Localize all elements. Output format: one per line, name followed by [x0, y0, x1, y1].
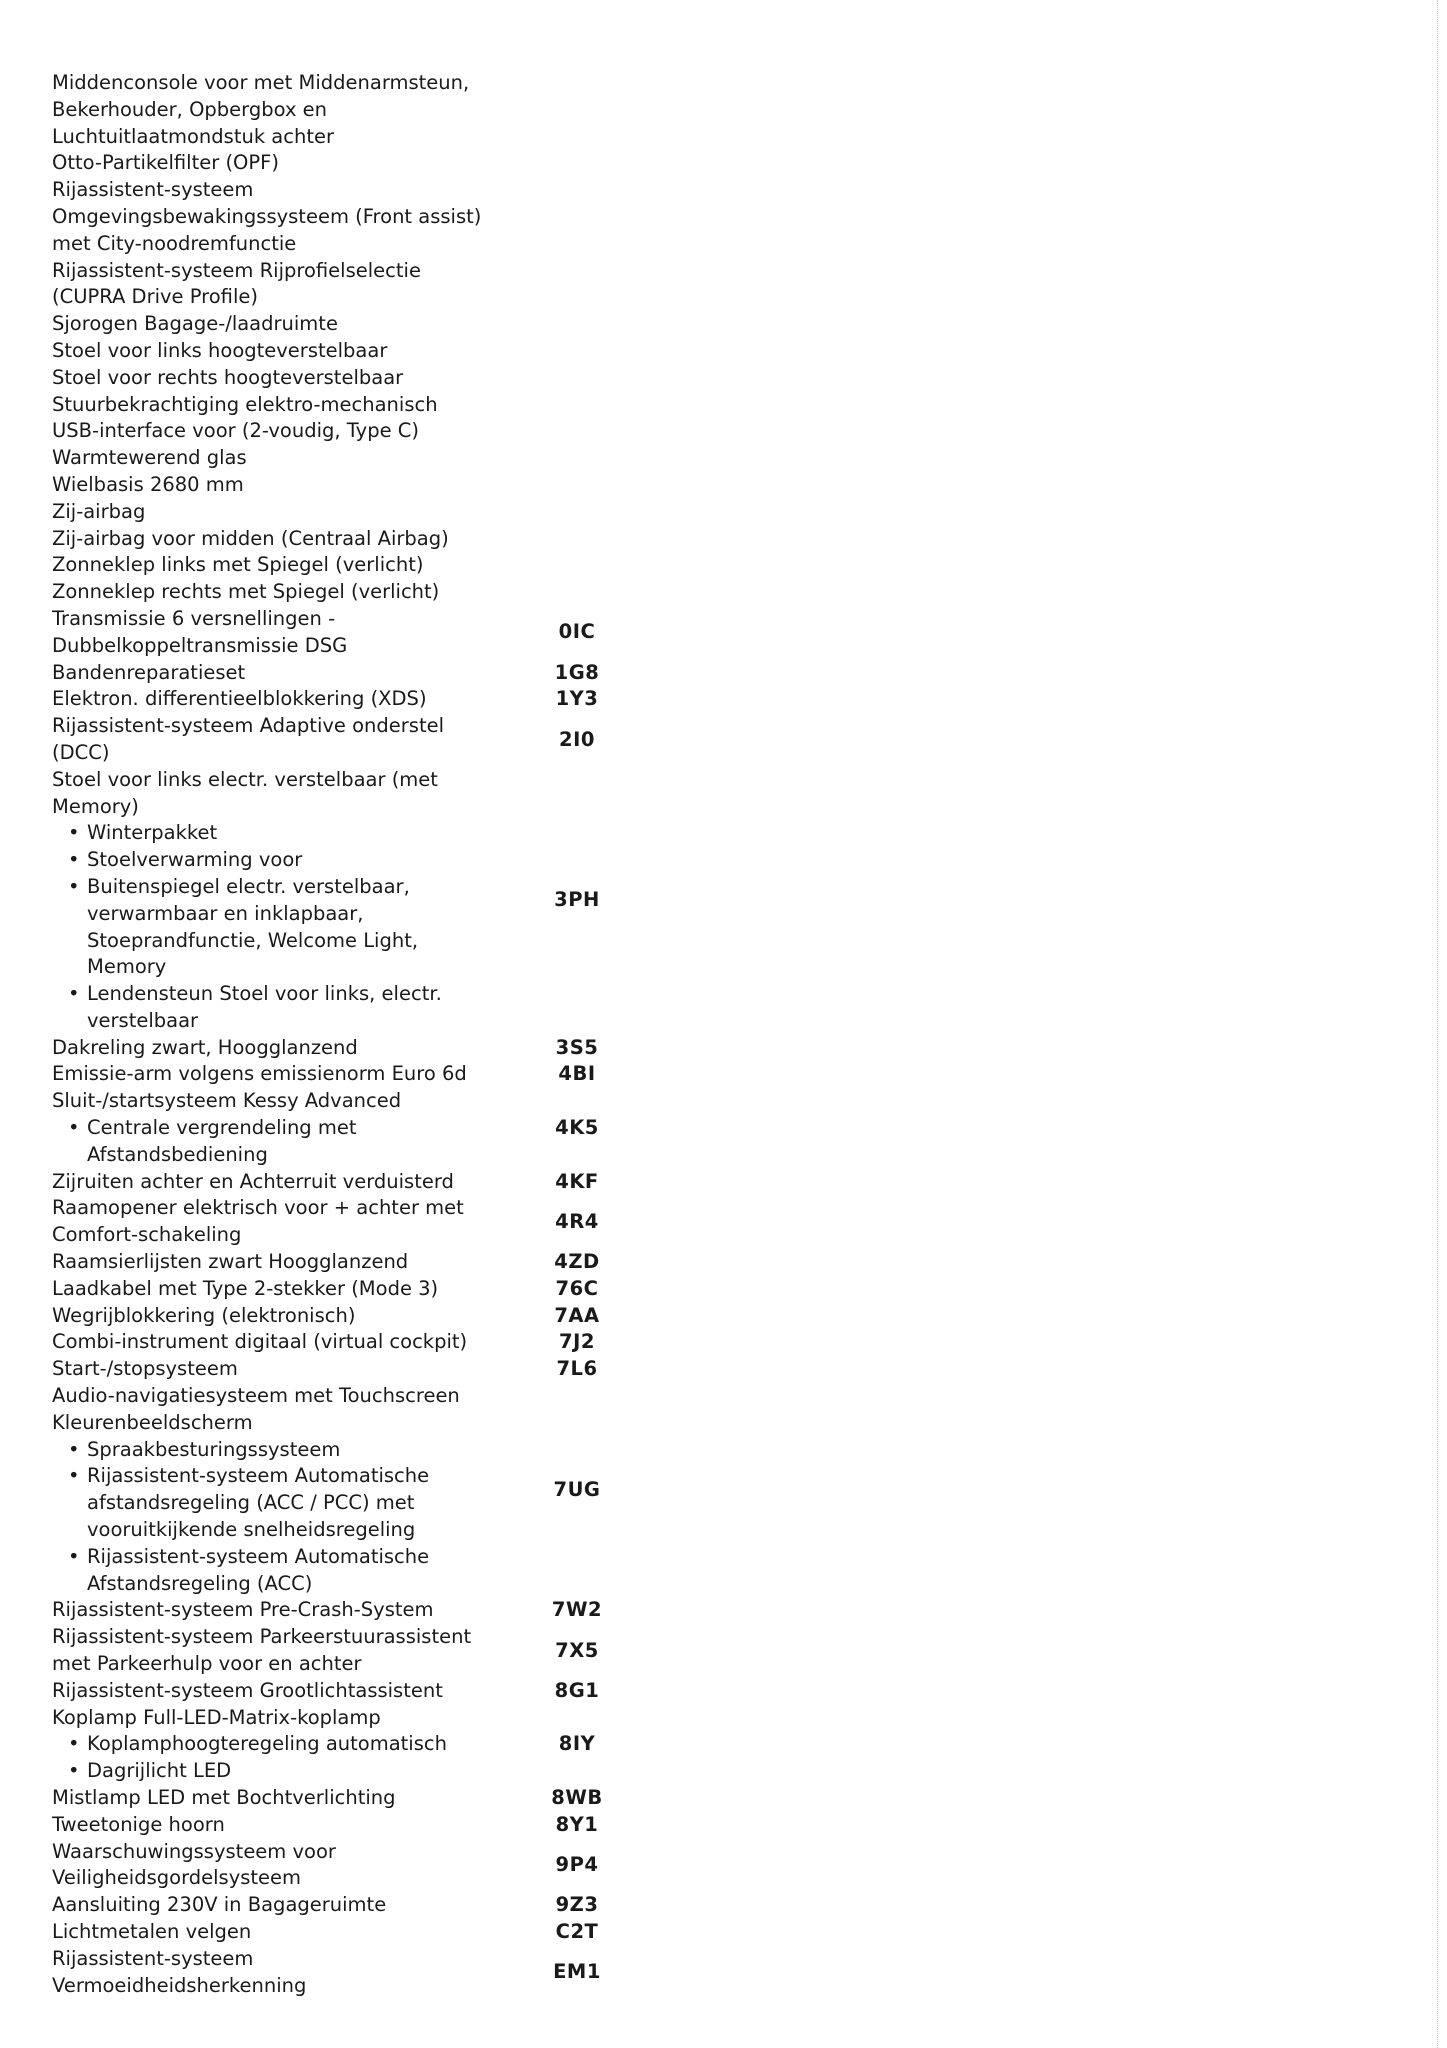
equipment-description	[52, 1678, 512, 1705]
equipment-row	[52, 552, 692, 579]
option-code: 0IC	[558, 620, 596, 644]
equipment-row	[52, 1383, 692, 1597]
option-code: 7X5	[555, 1638, 599, 1662]
description-line: Middenconsole voor met Middenarmsteun,	[52, 71, 470, 94]
equipment-description	[52, 1303, 512, 1330]
option-code: 3S5	[555, 1035, 599, 1059]
description-line: Sluit-/startsysteem Kessy Advanced	[52, 1089, 402, 1113]
equipment-row	[52, 1276, 692, 1303]
option-code: 8Y1	[555, 1812, 599, 1836]
equipment-row	[52, 150, 692, 177]
bullet-item-line: • Winterpakket	[52, 820, 512, 847]
equipment-description	[52, 606, 512, 660]
equipment-description	[52, 1597, 512, 1624]
bullet-item-line: • Stoelverwarming voor	[52, 847, 512, 874]
equipment-description	[52, 365, 512, 392]
equipment-description	[52, 686, 512, 713]
equipment-description	[52, 1249, 512, 1276]
equipment-row	[52, 499, 692, 526]
description-line: Koplamp Full-LED-Matrix-koplamp	[52, 1705, 381, 1729]
bullet-item-line: • Koplamphoogteregeling automatisch	[52, 1731, 512, 1758]
description-line: Rijassistent-systeem	[52, 1946, 254, 1970]
equipment-description	[52, 1061, 512, 1088]
description-line: Otto-Partikelfilter (OPF)	[52, 151, 279, 175]
equipment-description	[52, 1383, 512, 1597]
equipment-description	[52, 1035, 512, 1062]
option-code: 4R4	[555, 1209, 599, 1233]
equipment-description	[52, 499, 512, 526]
equipment-description	[52, 1169, 512, 1196]
equipment-row	[52, 1624, 692, 1678]
equipment-row	[52, 767, 692, 1035]
equipment-description	[52, 1892, 512, 1919]
equipment-row	[52, 177, 692, 257]
description-line: Tweetonige hoorn	[52, 1812, 225, 1836]
equipment-description	[52, 311, 512, 338]
bullet-item-line: verstelbaar	[87, 1008, 199, 1032]
description-line: Zijruiten achter en Achterruit verduisterd	[52, 1169, 454, 1193]
description-line: Stuurbekrachtiging elektro-mechanisch	[52, 392, 438, 416]
description-line: Start-/stopsysteem	[52, 1357, 238, 1381]
equipment-row	[52, 1812, 692, 1839]
equipment-row	[52, 660, 692, 687]
equipment-row	[52, 1705, 692, 1785]
description-line: Mistlamp LED met Bochtverlichting	[52, 1786, 396, 1809]
equipment-description	[52, 1624, 512, 1678]
description-line: Zij-airbag	[52, 499, 146, 523]
equipment-description	[52, 472, 512, 499]
description-line: Zij-airbag voor midden (Centraal Airbag)	[52, 526, 449, 550]
option-code: 4KF	[555, 1169, 599, 1193]
bullet-item-line: Memory	[87, 955, 167, 979]
description-line: Rijassistent-systeem Adaptive onderstel	[52, 714, 445, 738]
equipment-row	[52, 1919, 692, 1946]
description-line: Stoel voor links hoogteverstelbaar	[52, 338, 388, 362]
equipment-row	[52, 392, 692, 419]
equipment-row	[52, 1169, 692, 1196]
description-line: Waarschuwingssysteem voor	[52, 1839, 336, 1863]
description-line: Rijassistent-systeem Grootlichtassistent	[52, 1678, 443, 1702]
bullet-item-line: • Dagrijlicht LED	[52, 1758, 512, 1785]
option-code: 7J2	[559, 1330, 595, 1354]
description-line: Bekerhouder, Opbergbox en	[52, 97, 328, 121]
option-code: 3PH	[554, 888, 600, 912]
equipment-row	[52, 258, 692, 312]
description-line: Raamopener elektrisch voor + achter met	[52, 1196, 464, 1220]
equipment-row	[52, 1088, 692, 1168]
description-line: Rijassistent-systeem Rijprofielselectie	[52, 258, 421, 282]
equipment-description	[52, 445, 512, 472]
description-line: Lichtmetalen velgen	[52, 1919, 252, 1943]
equipment-description	[52, 526, 512, 553]
description-line: Kleurenbeeldscherm	[52, 1410, 253, 1434]
bullet-item-line: • Lendensteun Stoel voor links, electr.	[52, 981, 512, 1008]
equipment-row	[52, 338, 692, 365]
description-line: Dakreling zwart, Hoogglanzend	[52, 1035, 358, 1059]
equipment-description	[52, 1356, 512, 1383]
option-code: 4K5	[555, 1116, 599, 1140]
scan-edge-line	[1437, 0, 1439, 2048]
equipment-row	[52, 713, 692, 767]
equipment-description	[52, 1276, 512, 1303]
option-code: 76C	[555, 1276, 599, 1300]
description-line: Aansluiting 230V in Bagageruimte	[52, 1893, 387, 1917]
description-line: Rijassistent-systeem Parkeerstuurassistent	[52, 1625, 472, 1649]
description-line: Combi-instrument digitaal (virtual cockpit)	[52, 1330, 468, 1354]
equipment-row	[52, 1035, 692, 1062]
equipment-row	[52, 418, 692, 445]
equipment-row	[52, 311, 692, 338]
description-line: Rijassistent-systeem	[52, 178, 254, 202]
bullet-item-line: vooruitkijkende snelheidsregeling	[87, 1518, 416, 1542]
equipment-description	[52, 1839, 512, 1893]
equipment-description	[52, 1785, 512, 1812]
option-code: 2I0	[559, 727, 595, 751]
equipment-row	[52, 1195, 692, 1249]
description-line: Luchtuitlaatmondstuk achter	[52, 124, 334, 148]
equipment-description	[52, 713, 512, 767]
equipment-description	[52, 579, 512, 606]
equipment-description	[52, 150, 512, 177]
option-code: 7AA	[554, 1303, 600, 1327]
equipment-list	[52, 70, 692, 1999]
option-code: 1Y3	[555, 687, 599, 711]
equipment-description	[52, 177, 512, 257]
equipment-row	[52, 365, 692, 392]
option-code: EM1	[553, 1960, 601, 1984]
description-line: Zonneklep rechts met Spiegel (verlicht)	[52, 580, 440, 604]
option-code: 7UG	[553, 1477, 601, 1501]
equipment-description	[52, 70, 512, 150]
description-line: met Parkeerhulp voor en achter	[52, 1652, 362, 1676]
option-code: 8G1	[554, 1678, 600, 1702]
option-code: 4ZD	[554, 1250, 600, 1274]
description-line: Stoel voor links electr. verstelbaar (met	[52, 767, 438, 791]
bullet-item-line: • Rijassistent-systeem Automatische	[52, 1544, 512, 1571]
equipment-description	[52, 1946, 512, 2000]
equipment-row	[52, 526, 692, 553]
description-line: met City-noodremfunctie	[52, 231, 297, 255]
description-line: Elektron. differentieelblokkering (XDS)	[52, 687, 427, 711]
description-line: (CUPRA Drive Profile)	[52, 285, 258, 309]
bullet-item-line: • Centrale vergrendeling met	[52, 1115, 512, 1142]
description-line: USB-interface voor (2-voudig, Type C)	[52, 419, 419, 443]
equipment-row	[52, 1839, 692, 1893]
equipment-row	[52, 1249, 692, 1276]
description-line: Dubbelkoppeltransmissie DSG	[52, 633, 348, 657]
description-line: Transmissie 6 versnellingen -	[52, 606, 336, 630]
description-line: Wegrijblokkering (elektronisch)	[52, 1303, 356, 1327]
equipment-description	[52, 418, 512, 445]
bullet-item-line: Stoeprandfunctie, Welcome Light,	[87, 928, 419, 952]
equipment-description	[52, 1919, 512, 1946]
equipment-row	[52, 445, 692, 472]
description-line: Omgevingsbewakingssysteem (Front assist)	[52, 204, 482, 228]
equipment-row	[52, 1785, 692, 1812]
option-code: 8WB	[551, 1786, 603, 1809]
equipment-description	[52, 392, 512, 419]
equipment-row	[52, 606, 692, 660]
equipment-description	[52, 660, 512, 687]
bullet-item-line: • Spraakbesturingssysteem	[52, 1437, 512, 1464]
equipment-description	[52, 552, 512, 579]
description-line: Raamsierlijsten zwart Hoogglanzend	[52, 1250, 409, 1274]
description-line: Wielbasis 2680 mm	[52, 472, 244, 496]
description-line: Zonneklep links met Spiegel (verlicht)	[52, 553, 424, 577]
description-line: Laadkabel met Type 2-stekker (Mode 3)	[52, 1276, 439, 1300]
option-code: 7L6	[556, 1357, 598, 1381]
description-line: Emissie-arm volgens emissienorm Euro 6d	[52, 1062, 467, 1086]
option-code: 7W2	[551, 1598, 603, 1622]
equipment-row	[52, 1597, 692, 1624]
option-code: 8IY	[558, 1732, 596, 1756]
description-line: Stoel voor rechts hoogteverstelbaar	[52, 365, 404, 389]
bullet-item-line: afstandsregeling (ACC / PCC) met	[87, 1491, 415, 1515]
description-line: Rijassistent-systeem Pre-Crash-System	[52, 1598, 434, 1622]
equipment-row	[52, 1678, 692, 1705]
equipment-description	[52, 1088, 512, 1168]
option-code: 1G8	[554, 660, 600, 684]
description-line: Veiligheidsgordelsysteem	[52, 1866, 302, 1890]
description-line: Memory)	[52, 794, 139, 818]
bullet-item-line: verwarmbaar en inklapbaar,	[87, 901, 364, 925]
bullet-item-line: • Rijassistent-systeem Automatische	[52, 1463, 512, 1490]
equipment-row	[52, 1303, 692, 1330]
description-line: Vermoeidheidsherkenning	[52, 1973, 307, 1997]
description-line: Audio-navigatiesysteem met Touchscreen	[52, 1384, 460, 1408]
option-code: C2T	[555, 1919, 599, 1943]
equipment-row	[52, 1329, 692, 1356]
description-line: Comfort-schakeling	[52, 1223, 242, 1247]
equipment-description	[52, 1812, 512, 1839]
equipment-row	[52, 472, 692, 499]
description-line: Warmtewerend glas	[52, 446, 247, 470]
description-line: Bandenreparatieset	[52, 660, 246, 684]
bullet-item-line: • Buitenspiegel electr. verstelbaar,	[52, 874, 512, 901]
equipment-description	[52, 258, 512, 312]
equipment-row	[52, 1946, 692, 2000]
equipment-row	[52, 579, 692, 606]
bullet-item-line: Afstandsregeling (ACC)	[87, 1571, 313, 1595]
equipment-description	[52, 1329, 512, 1356]
equipment-row	[52, 1892, 692, 1919]
equipment-description	[52, 1705, 512, 1785]
equipment-description	[52, 338, 512, 365]
description-line: Sjorogen Bagage-/laadruimte	[52, 312, 338, 336]
option-code: 9Z3	[555, 1893, 599, 1917]
option-code: 4BI	[558, 1062, 596, 1086]
equipment-row	[52, 70, 692, 150]
option-code: 9P4	[555, 1852, 599, 1876]
equipment-row	[52, 686, 692, 713]
equipment-row	[52, 1356, 692, 1383]
equipment-description	[52, 767, 512, 1035]
description-line: (DCC)	[52, 740, 110, 764]
bullet-item-line: Afstandsbediening	[87, 1142, 268, 1166]
equipment-row	[52, 1061, 692, 1088]
equipment-description	[52, 1195, 512, 1249]
